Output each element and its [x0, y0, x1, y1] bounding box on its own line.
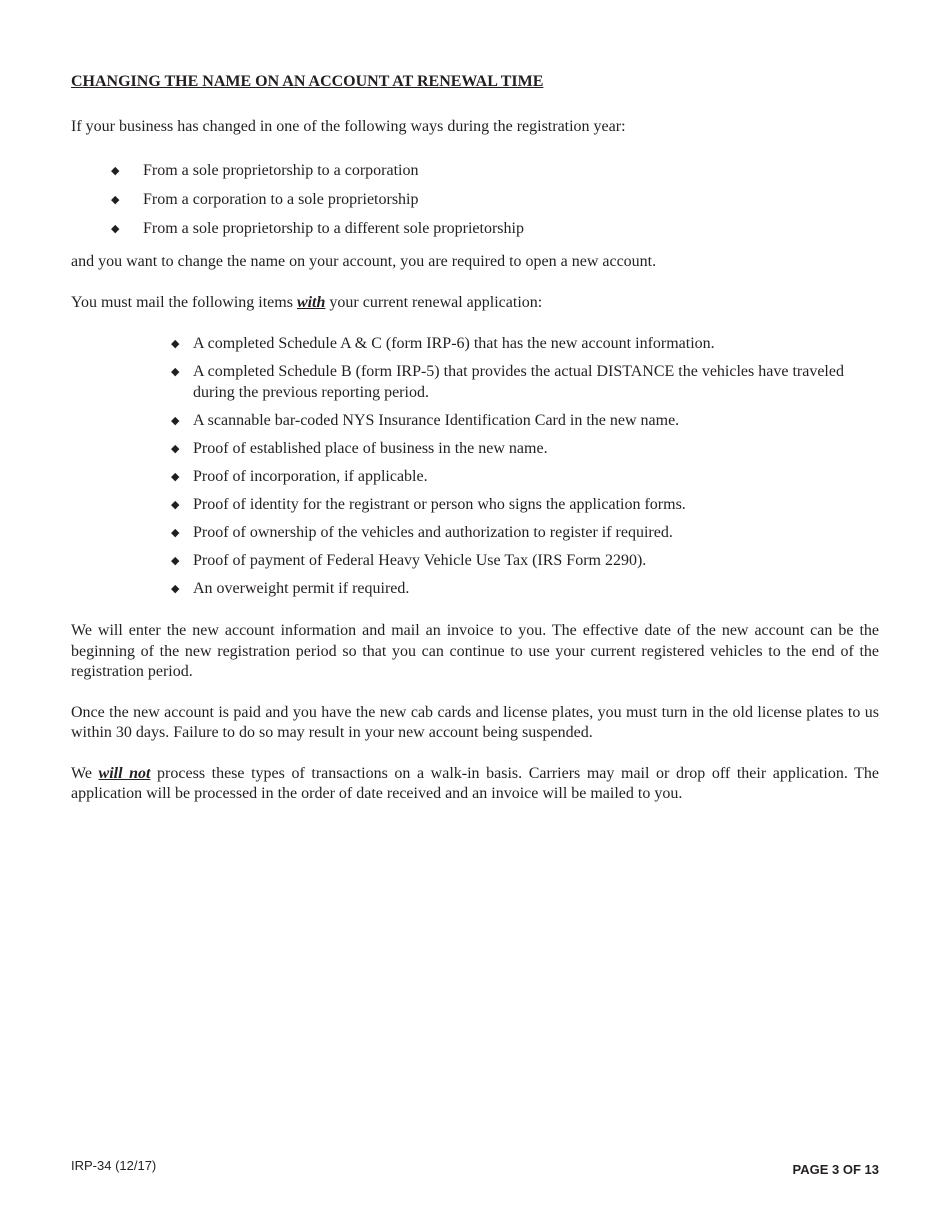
list-item: ◆ A scannable bar-coded NYS Insurance Identification Card in the new name.	[171, 411, 879, 432]
invoice-paragraph: We will enter the new account information and mail an invoice to you. The effective date of the new account can be the beginning of the new registration period so that you can continue to use your current registered vehicles to the end of the registration period.	[71, 622, 879, 680]
license-plates-paragraph: Once the new account is paid and you have the new cab cards and license plates, you must turn in the old license plates to us within 30 days. Failure to do so may result in your new account being suspended.	[71, 703, 879, 741]
diamond-bullet-icon: ◆	[111, 192, 120, 206]
list-item: ◆ From a sole proprietorship to a different sole proprietorship	[111, 219, 879, 240]
diamond-bullet-icon: ◆	[171, 413, 180, 427]
list-item: ◆ A completed Schedule A & C (form IRP-6) that has the new account information.	[171, 334, 879, 355]
list-item: ◆ Proof of ownership of the vehicles and authorization to register if required.	[171, 523, 879, 544]
new-account-requirement: and you want to change the name on your account, you are required to open a new account.	[71, 253, 657, 270]
diamond-bullet-icon: ◆	[171, 581, 180, 595]
emphasis-will-not: will not	[98, 764, 151, 782]
list-item: ◆ Proof of payment of Federal Heavy Vehicle Use Tax (IRS Form 2290).	[171, 551, 879, 572]
list-item: ◆ Proof of incorporation, if applicable.	[171, 467, 879, 488]
diamond-bullet-icon: ◆	[171, 441, 180, 455]
intro-text: If your business has changed in one of the following ways during the registration year:	[71, 118, 626, 135]
list-item: ◆ Proof of established place of business in the new name.	[171, 439, 879, 460]
diamond-bullet-icon: ◆	[171, 525, 180, 539]
diamond-bullet-icon: ◆	[171, 469, 180, 483]
diamond-bullet-icon: ◆	[111, 221, 120, 235]
walk-in-paragraph: We will not process these types of transactions on a walk-in basis. Carriers may mail or drop off their application. The application will be processed in the order of date received and an invoice will be mailed to you.	[71, 764, 880, 802]
document-body	[71, 72, 879, 805]
list-item: ◆ Proof of identity for the registrant or person who signs the application forms.	[171, 495, 879, 516]
required-items-list	[71, 334, 879, 599]
mail-items-intro: You must mail the following items with your current renewal application:	[71, 293, 543, 311]
diamond-bullet-icon: ◆	[171, 337, 180, 350]
diamond-bullet-icon: ◆	[171, 497, 180, 511]
emphasis-with: with	[296, 293, 326, 311]
list-item: ◆ An overweight permit if required.	[171, 579, 879, 600]
list-item: ◆ From a sole proprietorship to a corporation	[111, 161, 879, 182]
list-item: ◆ A completed Schedule B (form IRP-5) that provides the actual DISTANCE the vehicles have traveled during the previous reporting period.	[171, 363, 844, 401]
list-item: ◆ From a corporation to a sole proprietorship	[111, 190, 879, 211]
diamond-bullet-icon: ◆	[171, 365, 180, 378]
section-title: CHANGING THE NAME ON AN ACCOUNT AT RENEWAL TIME	[71, 73, 544, 90]
diamond-bullet-icon: ◆	[111, 163, 120, 177]
diamond-bullet-icon: ◆	[171, 553, 180, 567]
page-number: PAGE 3 OF 13	[792, 1162, 879, 1177]
change-types-list	[71, 161, 879, 240]
form-id: IRP-34 (12/17)	[71, 1158, 157, 1173]
